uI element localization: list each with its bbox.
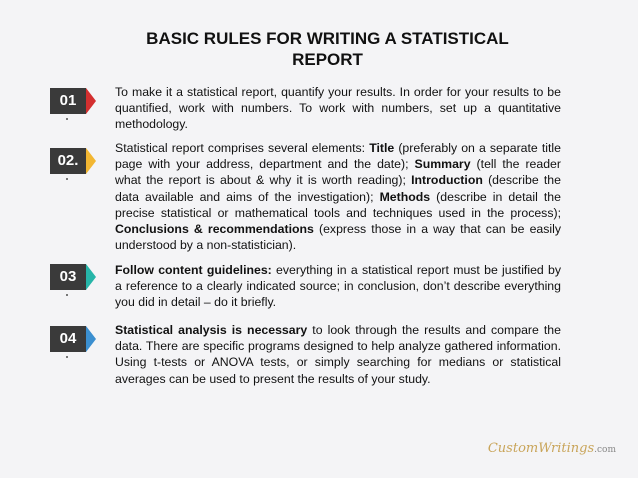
bold-phrase: Statistical analysis is necessary (115, 323, 308, 337)
text-phrase: (tell the reader what the report is about & why it is worth reading); (115, 157, 561, 188)
bold-phrase: Conclusions & recommendations (115, 222, 314, 237)
text-phrase: to look through the results and compare the data. There are specific programs designed to help analyze gathered information. Using t-tests or ANOVA tests, or simply searching for medians or statistical averages can be used to present the results of your study. (115, 323, 561, 386)
rule-text (115, 262, 561, 311)
badge-arrow (86, 326, 96, 352)
badge-number: 04 (50, 326, 86, 352)
badge-arrow (86, 148, 96, 174)
bold-phrase: Follow content guidelines: (115, 263, 272, 277)
bold-phrase: Introduction (411, 173, 483, 188)
number-badge (50, 326, 94, 352)
text-phrase: (describe in detail the precise statistical or mathematical tools and techniques used in the process); (115, 189, 561, 220)
number-badge (50, 88, 94, 114)
bold-phrase: Summary (414, 157, 471, 172)
logo-suffix: .com (594, 445, 616, 455)
badge-dot (66, 294, 68, 296)
badge-dot (66, 118, 68, 120)
number-badge (50, 148, 94, 174)
title-line-1: BASIC RULES FOR WRITING A STATISTICAL (146, 29, 509, 48)
title-line-2: REPORT (292, 50, 363, 69)
bold-phrase: Title (369, 141, 395, 155)
badge-dot (66, 356, 68, 358)
page-title (120, 28, 535, 70)
text-phrase: To make it a statistical report, quantify your results. In order for your results to be quantified, work with numbers. To work with numbers, set up a quantitative methodology. (115, 85, 561, 132)
badge-dot (66, 178, 68, 180)
rule-text (115, 84, 561, 133)
rule-text (115, 322, 561, 387)
badge-arrow (86, 88, 96, 114)
logo-name: CustomWritings (487, 441, 595, 456)
brand-logo (488, 441, 616, 456)
badge-number: 03 (50, 264, 86, 290)
bold-phrase: Methods (379, 189, 431, 204)
rule-text (115, 140, 561, 253)
number-badge (50, 264, 94, 290)
text-phrase: (express those in a way that can be easily understood by a non-statistician). (115, 222, 562, 253)
text-phrase: (describe the data available and aims of the investigation); (115, 173, 561, 204)
badge-arrow (86, 264, 96, 290)
text-phrase: Statistical report comprises several elements: (115, 141, 370, 155)
text-phrase: everything in a statistical report must be justified by a reference to a clearly indicated source; in conclusion, don’t describe everything you did in detail – do it briefly. (115, 263, 562, 310)
badge-number: 01 (50, 88, 86, 114)
badge-number: 02. (50, 148, 86, 174)
text-phrase: (preferably on a separate title page with your address, department and the date); (115, 141, 561, 172)
